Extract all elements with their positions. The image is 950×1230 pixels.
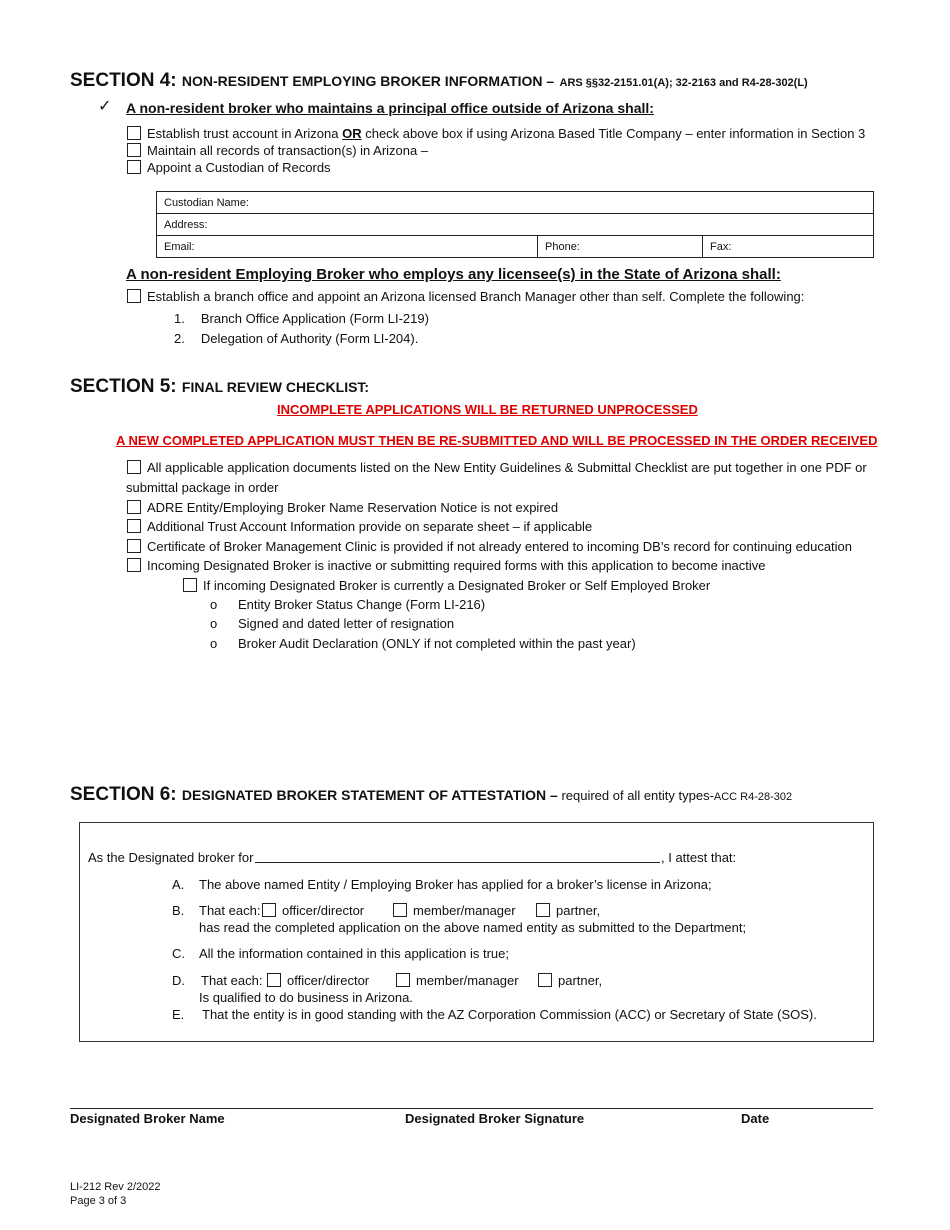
broker-signature-label: Designated Broker Signature <box>405 1111 585 1126</box>
checkbox[interactable] <box>538 973 552 987</box>
custodian-table <box>156 191 874 258</box>
section5-heading: SECTION 5: FINAL REVIEW CHECKLIST: <box>70 376 370 397</box>
section4-title: NON-RESIDENT EMPLOYING BROKER INFORMATION – <box>181 73 555 89</box>
list-item: 1. Branch Office Application (Form LI-219) <box>174 311 429 326</box>
custodian-phone-field[interactable]: Phone: <box>538 236 703 258</box>
option-member-d[interactable]: member/manager <box>396 973 519 988</box>
checkbox[interactable] <box>393 903 407 917</box>
signature-line[interactable] <box>70 1108 873 1109</box>
checkbox[interactable] <box>127 500 141 514</box>
attest-item-e: E. That the entity is in good standing with the AZ Corporation Commission (ACC) or Secretary of State (SOS). <box>172 1007 817 1022</box>
option-partner-d[interactable]: partner, <box>538 973 602 988</box>
custodian-address-field[interactable]: Address: <box>157 214 874 236</box>
warning-resubmit: A NEW COMPLETED APPLICATION MUST THEN BE RE-SUBMITTED AND WILL BE PROCESSED IN THE ORDER RECEIVED <box>116 433 878 448</box>
attest-suffix: , I attest that: <box>661 850 737 865</box>
checkbox[interactable] <box>127 126 141 140</box>
checklist-item-name-reservation[interactable]: ADRE Entity/Employing Broker Name Reservation Notice is not expired <box>127 500 558 515</box>
option-officer-b[interactable]: officer/director <box>262 903 364 918</box>
checklist-item-branch[interactable]: Establish a branch office and appoint an Arizona licensed Branch Manager other than self. Complete the following: <box>127 289 804 304</box>
attest-item-d-line2: Is qualified to do business in Arizona. <box>199 990 413 1005</box>
section4-number: SECTION 4: <box>70 70 177 91</box>
broker-name-label: Designated Broker Name <box>70 1111 225 1126</box>
checkbox[interactable] <box>183 578 197 592</box>
checklist-subitem[interactable]: If incoming Designated Broker is currently a Designated Broker or Self Employed Broker <box>183 578 710 593</box>
checklist-item-custodian[interactable]: Appoint a Custodian of Records <box>127 160 331 175</box>
section4-heading2: A non-resident Employing Broker who employs any licensee(s) in the State of Arizona shall: <box>126 266 781 283</box>
bullet-icon: o <box>210 636 218 651</box>
section4-heading <box>70 70 808 92</box>
checklist-item-inactive[interactable]: Incoming Designated Broker is inactive or submitting required forms with this application to become inactive <box>127 558 766 573</box>
option-partner-b[interactable]: partner, <box>536 903 600 918</box>
page-number: Page 3 of 3 <box>70 1195 127 1207</box>
checkbox[interactable] <box>127 539 141 553</box>
warning-incomplete: INCOMPLETE APPLICATIONS WILL BE RETURNED UNPROCESSED <box>277 402 698 417</box>
checklist-item-trust-info[interactable]: Additional Trust Account Information provide on separate sheet – if applicable <box>127 519 592 534</box>
attest-item-a: A. The above named Entity / Employing Broker has applied for a broker’s license in Arizona; <box>172 877 712 892</box>
option-member-b[interactable]: member/manager <box>393 903 516 918</box>
list-item: o Signed and dated letter of resignation <box>210 616 455 631</box>
custodian-fax-field[interactable]: Fax: <box>703 236 874 258</box>
checkbox[interactable] <box>396 973 410 987</box>
attest-prefix: As the Designated broker for <box>88 850 254 865</box>
list-item: o Entity Broker Status Change (Form LI-216) <box>210 597 486 612</box>
checklist-item-trust[interactable]: Establish trust account in Arizona OR check above box if using Arizona Based Title Company – enter information in Section 3 <box>127 126 865 141</box>
attest-item-d: D. That each: <box>172 973 263 988</box>
bullet-icon: o <box>210 597 218 612</box>
checkbox[interactable] <box>127 160 141 174</box>
bullet-icon: o <box>210 616 218 631</box>
option-officer-d[interactable]: officer/director <box>267 973 369 988</box>
checkbox[interactable] <box>127 519 141 533</box>
attest-item-c: C. All the information contained in this application is true; <box>172 946 510 961</box>
checkbox[interactable] <box>536 903 550 917</box>
date-label: Date <box>741 1111 770 1126</box>
form-number: LI-212 Rev 2/2022 <box>70 1181 161 1193</box>
section6-heading: SECTION 6: DESIGNATED BROKER STATEMENT OF ATTESTATION – required of all entity types-ACC R4-28-302 <box>70 784 793 805</box>
entity-name-line[interactable] <box>255 862 660 863</box>
checkbox[interactable] <box>262 903 276 917</box>
custodian-email-field[interactable]: Email: <box>157 236 538 258</box>
checklist-item-records[interactable]: Maintain all records of transaction(s) in Arizona – <box>127 143 428 158</box>
checkbox[interactable] <box>267 973 281 987</box>
checkbox[interactable] <box>127 460 141 474</box>
checklist-item-documents-cont: submittal package in order <box>126 480 279 495</box>
section4-heading1: A non-resident broker who maintains a principal office outside of Arizona shall: <box>126 100 654 116</box>
checkbox[interactable] <box>127 558 141 572</box>
attest-item-b-line2: has read the completed application on the above named entity as submitted to the Department; <box>199 920 747 935</box>
checkbox[interactable] <box>127 143 141 157</box>
checklist-item-certificate[interactable]: Certificate of Broker Management Clinic is provided if not already entered to incoming DB’s record for continuing education <box>127 539 852 554</box>
check-mark-icon: ✓ <box>98 98 112 115</box>
section4-ars: ARS §§32-2151.01(A); 32-2163 and R4-28-302(L) <box>559 77 808 89</box>
checkbox[interactable] <box>127 289 141 303</box>
custodian-name-field[interactable]: Custodian Name: <box>157 192 874 214</box>
list-item: 2. Delegation of Authority (Form LI-204). <box>174 331 419 346</box>
attest-item-b: B. That each: <box>172 903 261 918</box>
list-item: o Broker Audit Declaration (ONLY if not completed within the past year) <box>210 636 636 651</box>
checklist-item-documents[interactable]: All applicable application documents listed on the New Entity Guidelines & Submittal Checklist are put together in one PDF or <box>127 460 867 475</box>
